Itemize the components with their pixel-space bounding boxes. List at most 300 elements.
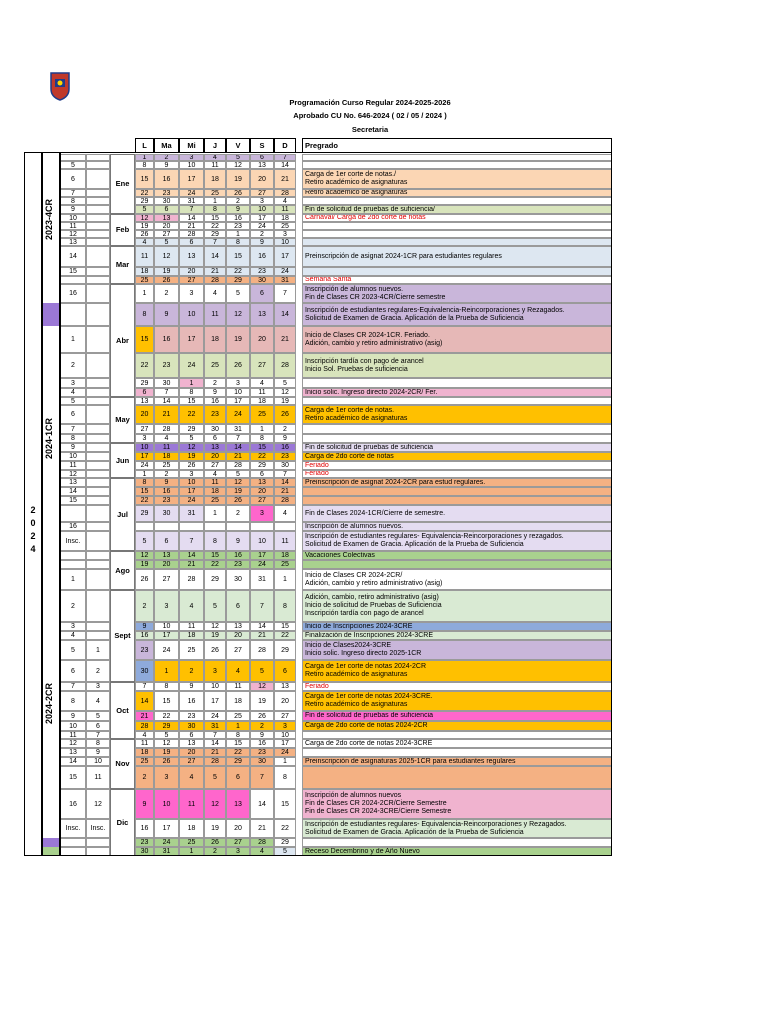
- day-cell: 14: [226, 443, 250, 452]
- day-cell: 30: [226, 569, 250, 590]
- day-cell: 7: [154, 388, 179, 397]
- day-cell: 29: [274, 640, 296, 660]
- week-number-3cre: 4: [86, 691, 110, 711]
- day-cell: 23: [135, 640, 154, 660]
- day-cell: 18: [204, 326, 226, 353]
- day-cell: 6: [204, 434, 226, 443]
- day-cell: 3: [226, 378, 250, 388]
- period-label-2024-2cr: 2024-2CR: [44, 682, 54, 725]
- day-cell: 22: [204, 560, 226, 569]
- day-cell: 14: [274, 161, 296, 169]
- week-number-3cre: 12: [86, 789, 110, 819]
- week-number: 10: [60, 452, 86, 461]
- day-cell: 2: [154, 154, 179, 161]
- week-number-3cre: 8: [86, 739, 110, 748]
- week-number: 8: [60, 691, 86, 711]
- year-column: [24, 152, 42, 856]
- day-cell: 3: [135, 434, 154, 443]
- day-cell: 28: [274, 353, 296, 378]
- event-text: Feriado: [305, 470, 329, 477]
- day-cell: 23: [154, 189, 179, 197]
- day-cell: 16: [250, 246, 274, 267]
- event-text: Inicio solic. Ingreso directo 2025-1CR: [305, 650, 422, 657]
- week-number-3cre: 10: [86, 757, 110, 766]
- day-cell: 20: [135, 405, 154, 424]
- week-number-3cre: Insc.: [86, 819, 110, 838]
- day-cell: 30: [154, 505, 179, 522]
- day-cell: 16: [179, 691, 204, 711]
- day-cell: 16: [135, 631, 154, 640]
- day-cell: 10: [250, 205, 274, 214]
- year-digit: 4: [30, 544, 36, 554]
- day-cell: 7: [250, 590, 274, 622]
- day-cell: 24: [250, 222, 274, 230]
- day-cell: 24: [135, 461, 154, 470]
- day-cell: 24: [154, 640, 179, 660]
- day-cell: 18: [135, 267, 154, 276]
- event-text: Feriado: [305, 682, 329, 690]
- day-cell: 21: [274, 169, 296, 189]
- day-cell: 13: [179, 739, 204, 748]
- day-cell: 28: [250, 838, 274, 847]
- day-cell: 12: [226, 161, 250, 169]
- day-cell: 25: [274, 222, 296, 230]
- day-cell: 23: [250, 748, 274, 757]
- year-digit: 0: [30, 518, 36, 528]
- day-cell: 1: [226, 230, 250, 238]
- month-label: Sept: [110, 590, 135, 682]
- day-cell: 20: [250, 326, 274, 353]
- day-cell: 25: [226, 711, 250, 721]
- day-cell: 18: [135, 748, 154, 757]
- week-number: 15: [60, 267, 86, 276]
- day-cell: 3: [250, 505, 274, 522]
- day-cell: 13: [250, 161, 274, 169]
- event-text: Inicio de Clases CR 2024-2CR/: [305, 571, 403, 579]
- day-cell: 2: [274, 424, 296, 434]
- day-cell: 28: [179, 569, 204, 590]
- day-cell: 27: [135, 424, 154, 434]
- day-cell: 29: [250, 461, 274, 470]
- day-cell: 3: [274, 230, 296, 238]
- day-cell: 1: [204, 197, 226, 205]
- day-cell: 26: [154, 276, 179, 284]
- day-cell: 16: [204, 397, 226, 405]
- day-cell: 1: [135, 470, 154, 478]
- event-text: Inscripción de alumnos nuevos: [305, 792, 402, 799]
- week-number: 11: [60, 731, 86, 739]
- day-cell: 8: [204, 531, 226, 551]
- day-cell: 23: [226, 222, 250, 230]
- week-number: 16: [60, 284, 86, 303]
- week-number: 10: [60, 214, 86, 222]
- day-cell: 25: [154, 461, 179, 470]
- week-number: Insc.: [60, 819, 86, 838]
- day-cell: 2: [204, 378, 226, 388]
- week-number: 6: [60, 660, 86, 682]
- day-cell: 4: [250, 847, 274, 856]
- event-text: Carga de 2do corte de notas: [305, 452, 394, 460]
- week-number: 9: [60, 443, 86, 452]
- day-cell: 23: [154, 353, 179, 378]
- day-cell: 15: [226, 246, 250, 267]
- day-cell: 31: [179, 197, 204, 205]
- day-cell: 4: [204, 470, 226, 478]
- day-cell: 19: [204, 631, 226, 640]
- day-cell: 4: [135, 238, 154, 246]
- day-cell: 19: [226, 487, 250, 496]
- day-cell: 23: [250, 267, 274, 276]
- day-cell: 7: [274, 470, 296, 478]
- week-number: 1: [60, 326, 86, 353]
- day-cell: 29: [204, 569, 226, 590]
- day-cell: 5: [154, 731, 179, 739]
- day-cell: 30: [250, 276, 274, 284]
- week-number: 6: [60, 169, 86, 189]
- day-cell: 8: [135, 303, 154, 326]
- day-cell: 13: [135, 397, 154, 405]
- day-cell: 18: [179, 631, 204, 640]
- event-text: Vacaciones Colectivas: [305, 551, 375, 559]
- day-cell: 30: [154, 197, 179, 205]
- day-cell: 25: [179, 640, 204, 660]
- day-cell: 13: [226, 789, 250, 819]
- col-header-events: Pregrado: [302, 138, 612, 153]
- day-cell: 4: [154, 434, 179, 443]
- week-number-3cre: 5: [86, 711, 110, 721]
- event-text: Inscripción de estudiantes regulares- Equivalencia-Reincorporaciones y rezagados.: [305, 533, 564, 540]
- week-number: 6: [60, 405, 86, 424]
- day-cell: 11: [274, 531, 296, 551]
- event-text: Carnaval/ Carga de 2do corte de notas: [305, 214, 426, 221]
- event-text: Inscripción de alumnos nuevos.: [305, 285, 404, 293]
- day-cell: 14: [250, 622, 274, 631]
- day-cell: 26: [179, 461, 204, 470]
- event-text: Receso Decembrino y de Año Nuevo: [305, 847, 420, 855]
- day-cell: 7: [250, 766, 274, 789]
- col-header-s: S: [250, 138, 274, 153]
- event-text: Adición, cambio y retiro administrativo (asig): [305, 579, 443, 587]
- day-cell: 13: [154, 551, 179, 560]
- event-text: Inscripción tardía con pago de arancel: [305, 357, 424, 365]
- day-cell: 22: [135, 496, 154, 505]
- day-cell: 25: [135, 757, 154, 766]
- event-text: Solicitud de Examen de Gracia. Aplicación de la Prueba de Suficiencia: [305, 314, 524, 322]
- day-cell: 12: [204, 622, 226, 631]
- day-cell: 2: [154, 470, 179, 478]
- day-cell: 1: [135, 284, 154, 303]
- week-number: 3: [60, 622, 86, 631]
- day-cell: 2: [226, 197, 250, 205]
- day-cell: 16: [274, 443, 296, 452]
- day-cell: 29: [135, 197, 154, 205]
- day-cell: 28: [274, 496, 296, 505]
- col-header-v: V: [226, 138, 250, 153]
- event-text: Fin de solicitud de pruebas de suficiencia: [305, 712, 434, 719]
- period-label-2023-4cr: 2023-4CR: [44, 198, 54, 240]
- week-number: 12: [60, 230, 86, 238]
- day-cell: 14: [274, 303, 296, 326]
- day-cell: 27: [274, 711, 296, 721]
- day-cell: 24: [226, 405, 250, 424]
- day-cell: 16: [250, 739, 274, 748]
- day-cell: 20: [179, 748, 204, 757]
- event-text: Inicio solic. Ingreso directo 2024-2CR/ Fer.: [305, 388, 438, 396]
- week-number: 14: [60, 246, 86, 267]
- day-cell: 2: [226, 505, 250, 522]
- week-number: 9: [60, 205, 86, 214]
- day-cell: 16: [226, 214, 250, 222]
- week-number-3cre: 2: [86, 660, 110, 682]
- day-cell: 16: [135, 819, 154, 838]
- day-cell: 27: [226, 838, 250, 847]
- day-cell: 20: [226, 819, 250, 838]
- day-cell: 23: [135, 838, 154, 847]
- col-header-ma: Ma: [154, 138, 179, 153]
- week-number: 11: [60, 222, 86, 230]
- month-label: Nov: [110, 739, 135, 789]
- day-cell: 26: [226, 189, 250, 197]
- day-cell: 21: [135, 711, 154, 721]
- page-title: Programación Curso Regular 2024-2025-2026: [289, 98, 451, 107]
- day-cell: 21: [179, 560, 204, 569]
- day-cell: 7: [226, 434, 250, 443]
- day-cell: 3: [226, 847, 250, 856]
- week-number: 13: [60, 748, 86, 757]
- year-digit: 2: [30, 505, 36, 515]
- day-cell: 9: [250, 731, 274, 739]
- day-cell: 4: [250, 378, 274, 388]
- day-cell: 28: [250, 640, 274, 660]
- day-cell: 1: [179, 378, 204, 388]
- day-cell: 7: [204, 731, 226, 739]
- day-cell: 22: [226, 748, 250, 757]
- day-cell: 7: [274, 284, 296, 303]
- day-cell: 17: [179, 169, 204, 189]
- day-cell: 29: [226, 276, 250, 284]
- month-label: Oct: [110, 682, 135, 739]
- day-cell: 6: [250, 470, 274, 478]
- day-cell: 17: [204, 691, 226, 711]
- day-cell: 12: [226, 303, 250, 326]
- event-text: Adición, cambio, retiro administrativo (asig): [305, 594, 439, 601]
- calendar-frame: [60, 152, 612, 856]
- day-cell: 24: [154, 838, 179, 847]
- day-cell: 8: [179, 388, 204, 397]
- day-cell: 23: [274, 452, 296, 461]
- day-cell: 19: [250, 691, 274, 711]
- week-number: 13: [60, 478, 86, 487]
- month-label: Dic: [110, 789, 135, 856]
- day-cell: 25: [135, 276, 154, 284]
- day-cell: 15: [226, 739, 250, 748]
- day-cell: 14: [179, 551, 204, 560]
- event-text: Fin de Clases CR 2024-3CRE/Cierre Semestre: [305, 808, 452, 815]
- day-cell: 15: [154, 691, 179, 711]
- day-cell: 7: [274, 154, 296, 161]
- day-cell: 18: [204, 169, 226, 189]
- week-number: 12: [60, 470, 86, 478]
- day-cell: 3: [250, 197, 274, 205]
- day-cell: 11: [204, 303, 226, 326]
- day-cell: 8: [204, 205, 226, 214]
- event-text: Preinscripción de asignaturas 2025-1CR para estudiantes regulares: [305, 757, 516, 765]
- day-cell: 15: [250, 443, 274, 452]
- day-cell: 6: [179, 731, 204, 739]
- week-number: 5: [60, 397, 86, 405]
- event-text: Carga de 1er corte de notas.: [305, 406, 395, 414]
- week-number: 16: [60, 789, 86, 819]
- day-cell: 11: [179, 622, 204, 631]
- day-cell: 21: [204, 748, 226, 757]
- event-text: Inicio de solicitud de Pruebas de Suficiencia: [305, 602, 442, 609]
- day-cell: 13: [250, 478, 274, 487]
- day-cell: 30: [274, 461, 296, 470]
- day-cell: 10: [274, 731, 296, 739]
- day-cell: 1: [135, 154, 154, 161]
- day-cell: 16: [154, 169, 179, 189]
- day-cell: 23: [204, 405, 226, 424]
- day-cell: 20: [226, 631, 250, 640]
- week-number: 15: [60, 766, 86, 789]
- day-cell: 24: [179, 353, 204, 378]
- day-cell: 27: [154, 569, 179, 590]
- day-cell: 28: [226, 461, 250, 470]
- day-cell: 5: [135, 205, 154, 214]
- event-text: Fin de solicitud de pruebas de suficiencia: [305, 443, 434, 451]
- day-cell: 9: [154, 478, 179, 487]
- day-cell: 20: [179, 267, 204, 276]
- day-cell: 12: [135, 551, 154, 560]
- day-cell: 17: [179, 326, 204, 353]
- day-cell: 30: [204, 424, 226, 434]
- month-label: Jul: [110, 478, 135, 551]
- week-number: 15: [60, 496, 86, 505]
- week-number: 14: [60, 487, 86, 496]
- event-text: Semana Santa: [305, 276, 352, 283]
- day-cell: 26: [135, 569, 154, 590]
- day-cell: 27: [179, 757, 204, 766]
- week-number: 5: [60, 161, 86, 169]
- day-cell: 11: [179, 789, 204, 819]
- day-cell: 17: [274, 246, 296, 267]
- day-cell: 26: [204, 640, 226, 660]
- day-cell: 28: [179, 230, 204, 238]
- event-text: Carga de 2do corte de notas 2024-2CR: [305, 722, 428, 729]
- event-text: Preinscripción de asignat 2024-2CR para estud regulares.: [305, 478, 486, 486]
- event-text: Fin de Clases CR 2024-2CR/Cierre Semestre: [305, 800, 447, 807]
- day-cell: 10: [135, 443, 154, 452]
- event-text: Inscripción tardía con pago de arancel: [305, 610, 424, 617]
- day-cell: 31: [204, 721, 226, 731]
- day-cell: 19: [154, 748, 179, 757]
- event-text: Inscripción de estudiantes regulares-Equivalencia-Reincorporaciones y Rezagados.: [305, 306, 565, 314]
- day-cell: 2: [204, 847, 226, 856]
- day-cell: 8: [226, 238, 250, 246]
- day-cell: 15: [135, 487, 154, 496]
- day-cell: 11: [274, 205, 296, 214]
- week-number: 3: [60, 378, 86, 388]
- day-cell: 31: [274, 276, 296, 284]
- day-cell: 11: [250, 388, 274, 397]
- day-cell: 8: [274, 766, 296, 789]
- event-text: Carga de 2do corte de notas 2024-3CRE: [305, 739, 433, 747]
- event-text: Retiro académico de asignaturas: [305, 189, 408, 196]
- day-cell: 4: [179, 766, 204, 789]
- day-cell: 10: [274, 238, 296, 246]
- day-cell: 19: [135, 560, 154, 569]
- week-number: 13: [60, 238, 86, 246]
- day-cell: 17: [154, 819, 179, 838]
- week-number: 2: [60, 353, 86, 378]
- period-label-2024-1cr: 2024-1CR: [44, 417, 54, 460]
- day-cell: 20: [250, 487, 274, 496]
- day-cell: 19: [135, 222, 154, 230]
- day-cell: 28: [154, 424, 179, 434]
- day-cell: 18: [226, 691, 250, 711]
- month-label: Ago: [110, 551, 135, 590]
- day-cell: 19: [179, 452, 204, 461]
- week-number: 12: [60, 739, 86, 748]
- week-number: 7: [60, 682, 86, 691]
- week-number: 14: [60, 757, 86, 766]
- day-cell: 13: [274, 682, 296, 691]
- day-cell: 22: [274, 819, 296, 838]
- day-cell: 10: [250, 531, 274, 551]
- day-cell: 26: [226, 496, 250, 505]
- day-cell: 30: [250, 757, 274, 766]
- day-cell: 20: [250, 169, 274, 189]
- day-cell: 22: [226, 267, 250, 276]
- day-cell: 14: [179, 214, 204, 222]
- day-cell: 27: [226, 640, 250, 660]
- month-label: Mar: [110, 246, 135, 284]
- week-number: 4: [60, 388, 86, 397]
- day-cell: 29: [179, 424, 204, 434]
- day-cell: 19: [226, 326, 250, 353]
- day-cell: 9: [179, 682, 204, 691]
- day-cell: 25: [250, 405, 274, 424]
- day-cell: 5: [226, 154, 250, 161]
- day-cell: 5: [226, 284, 250, 303]
- day-cell: 6: [250, 284, 274, 303]
- day-cell: 19: [204, 819, 226, 838]
- event-text: Inicio Sol. Pruebas de suficiencia: [305, 365, 408, 373]
- day-cell: 20: [154, 560, 179, 569]
- event-text: Solicitud de Examen de Gracia. Aplicación de la Prueba de Suficiencia: [305, 828, 524, 836]
- day-cell: 8: [226, 731, 250, 739]
- day-cell: 11: [226, 682, 250, 691]
- day-cell: 30: [135, 660, 154, 682]
- day-cell: 19: [226, 169, 250, 189]
- day-cell: 11: [204, 161, 226, 169]
- day-cell: 8: [250, 434, 274, 443]
- day-cell: 23: [179, 711, 204, 721]
- day-cell: 10: [179, 303, 204, 326]
- day-cell: 22: [250, 452, 274, 461]
- day-cell: 24: [274, 267, 296, 276]
- day-cell: 25: [274, 560, 296, 569]
- day-cell: 12: [250, 682, 274, 691]
- day-cell: 28: [204, 276, 226, 284]
- week-number: 2: [60, 590, 86, 622]
- day-cell: 23: [154, 496, 179, 505]
- day-cell: 30: [179, 721, 204, 731]
- day-cell: 22: [274, 631, 296, 640]
- day-cell: 5: [274, 847, 296, 856]
- day-cell: 22: [135, 353, 154, 378]
- day-cell: 17: [274, 739, 296, 748]
